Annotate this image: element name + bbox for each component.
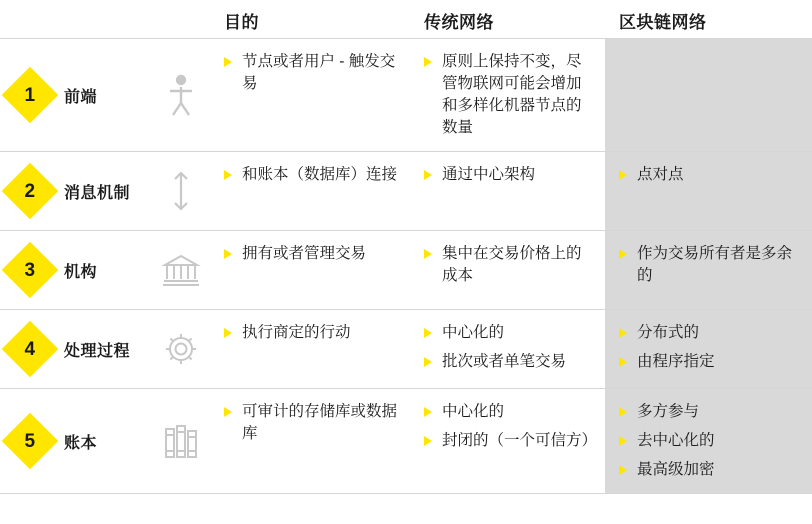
- traditional-list: [424, 164, 595, 186]
- list-item: 封闭的（一个可信方）: [424, 430, 595, 452]
- table-header-row: [0, 0, 812, 38]
- table-row: [0, 230, 812, 309]
- purpose-list: [224, 401, 400, 445]
- blockchain-cell: [605, 39, 812, 151]
- list-item: 点对点: [619, 164, 802, 186]
- purpose-cell: [210, 231, 410, 309]
- diamond-shape: [2, 242, 59, 299]
- row-index-label: 3: [24, 259, 36, 281]
- purpose-list: [224, 243, 400, 265]
- triangle-bullet-icon: [224, 407, 232, 417]
- traditional-list: [424, 322, 595, 373]
- row-name-cell: [60, 231, 210, 309]
- row-index-label: 5: [24, 430, 36, 452]
- triangle-bullet-icon: [224, 170, 232, 180]
- header-blockchain: 区块链网络: [619, 13, 707, 32]
- list-item: 执行商定的行动: [224, 322, 400, 344]
- blockchain-list: [619, 401, 802, 481]
- blockchain-list: [619, 322, 802, 373]
- list-item: 和账本（数据库）连接: [224, 164, 400, 186]
- diamond-shape: [2, 67, 59, 124]
- triangle-bullet-icon: [619, 170, 627, 180]
- row-name-cell: [60, 39, 210, 151]
- row-name-label: 处理过程: [64, 342, 131, 360]
- triangle-bullet-icon: [619, 328, 627, 338]
- list-item: 中心化的: [424, 322, 595, 344]
- bottom-divider: [0, 493, 812, 494]
- diamond-shape: [2, 321, 59, 378]
- triangle-bullet-icon: [424, 436, 432, 446]
- traditional-list: [424, 51, 595, 139]
- arrow-updown-icon: [160, 168, 202, 214]
- purpose-cell: [210, 39, 410, 151]
- row-name-label: 前端: [64, 88, 98, 106]
- list-item: 可审计的存储库或数据库: [224, 401, 400, 445]
- row-index-label: 1: [24, 84, 36, 106]
- table-row: [0, 309, 812, 388]
- blockchain-cell: [605, 231, 812, 309]
- triangle-bullet-icon: [424, 328, 432, 338]
- row-index-badge: [0, 39, 60, 151]
- row-index-badge: [0, 389, 60, 493]
- row-name-label: 账本: [64, 434, 98, 452]
- list-item: 节点或者用户 - 触发交易: [224, 51, 400, 95]
- row-index-badge: [0, 310, 60, 388]
- row-name-label: 机构: [64, 263, 98, 281]
- list-item: 集中在交易价格上的成本: [424, 243, 595, 287]
- row-name-cell: [60, 310, 210, 388]
- blockchain-list: [619, 243, 802, 287]
- traditional-list: [424, 243, 595, 287]
- purpose-cell: [210, 389, 410, 493]
- traditional-cell: [410, 310, 605, 388]
- diamond-shape: [2, 413, 59, 470]
- row-name-cell: [60, 152, 210, 230]
- triangle-bullet-icon: [224, 57, 232, 67]
- blockchain-cell: [605, 389, 812, 493]
- triangle-bullet-icon: [619, 249, 627, 259]
- blockchain-cell: [605, 152, 812, 230]
- triangle-bullet-icon: [424, 170, 432, 180]
- list-item: 中心化的: [424, 401, 595, 423]
- list-item: 去中心化的: [619, 430, 802, 452]
- header-purpose: 目的: [224, 13, 259, 32]
- list-item: 原则上保持不变，尽管物联网可能会增加和多样化机器节点的数量: [424, 51, 595, 139]
- purpose-list: [224, 51, 400, 95]
- row-name-label: 消息机制: [64, 184, 131, 202]
- row-index-badge: [0, 152, 60, 230]
- list-item: 拥有或者管理交易: [224, 243, 400, 265]
- list-item: 通过中心架构: [424, 164, 595, 186]
- traditional-list: [424, 401, 598, 452]
- triangle-bullet-icon: [424, 57, 432, 67]
- purpose-cell: [210, 310, 410, 388]
- traditional-cell: [410, 152, 605, 230]
- bank-icon: [160, 247, 202, 293]
- purpose-list: [224, 164, 400, 186]
- purpose-cell: [210, 152, 410, 230]
- triangle-bullet-icon: [424, 249, 432, 259]
- books-icon: [160, 418, 202, 464]
- list-item: 多方参与: [619, 401, 802, 423]
- triangle-bullet-icon: [619, 407, 627, 417]
- row-index-badge: [0, 231, 60, 309]
- table-row: [0, 38, 812, 151]
- triangle-bullet-icon: [224, 249, 232, 259]
- table-row: [0, 151, 812, 230]
- row-name-cell: [60, 389, 210, 493]
- blockchain-list: [619, 164, 802, 186]
- header-traditional: 传统网络: [424, 13, 494, 32]
- traditional-cell: [410, 231, 605, 309]
- triangle-bullet-icon: [619, 465, 627, 475]
- triangle-bullet-icon: [619, 436, 627, 446]
- list-item: 由程序指定: [619, 351, 802, 373]
- triangle-bullet-icon: [424, 357, 432, 367]
- row-index-label: 4: [24, 338, 36, 360]
- list-item: 最高级加密: [619, 459, 802, 481]
- table-row: [0, 388, 812, 493]
- gear-icon: [160, 326, 202, 372]
- blockchain-cell: [605, 310, 812, 388]
- purpose-list: [224, 322, 400, 344]
- row-index-label: 2: [24, 180, 36, 202]
- list-item: 批次或者单笔交易: [424, 351, 595, 373]
- list-item: 分布式的: [619, 322, 802, 344]
- traditional-cell: [410, 39, 605, 151]
- triangle-bullet-icon: [424, 407, 432, 417]
- triangle-bullet-icon: [619, 357, 627, 367]
- diamond-shape: [2, 163, 59, 220]
- triangle-bullet-icon: [224, 328, 232, 338]
- list-item: 作为交易所有者是多余的: [619, 243, 802, 287]
- traditional-cell: [410, 389, 605, 493]
- person-icon: [160, 72, 202, 118]
